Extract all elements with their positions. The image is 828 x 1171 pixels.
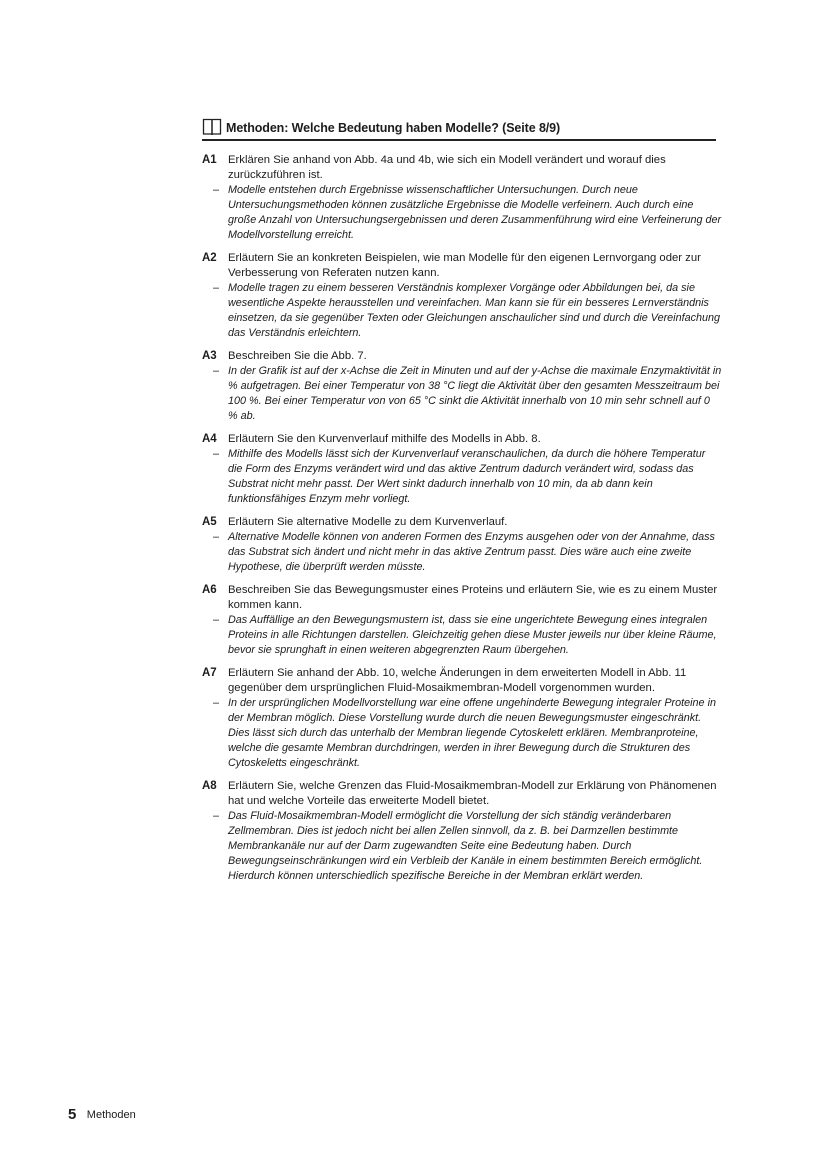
- page-number: 5: [68, 1106, 77, 1123]
- task-question: [202, 432, 722, 447]
- task-number: A7: [202, 667, 217, 680]
- task-item: [202, 779, 722, 884]
- task-item: [202, 515, 722, 575]
- answer-text: Das Fluid-Mosaikmembran-Modell ermöglicht die Vorstellung der sich ständig veränderbaren Zellmembran. Dies ist jedoch nicht bei allen Zellen sinnvoll, da z. B. bei Darmzellen bestimmte Membrankanäle nur auf der Darm zugewandten Seite eine Bedeutung haben. Durch Bewegungseinschränkungen wird ein Verbleib der Kanäle in einem bestimmten Bereich ermöglicht. Hierdurch können unterschiedlich spezifische Bereiche in der Membran erklärt werden.: [228, 809, 703, 883]
- section-label: Methoden: [86, 1109, 136, 1121]
- task-question: [202, 583, 722, 613]
- question-text: Erläutern Sie anhand der Abb. 10, welche Änderungen in dem erweiterten Modell in Abb. 11 gegenüber dem ursprünglichen Fluid-Mosaikmembran-Modell vorgenommen wurden.: [228, 667, 687, 695]
- task-answer: [202, 183, 722, 243]
- task-number: A1: [202, 154, 217, 166]
- task-question: [202, 666, 722, 696]
- task-number: A2: [202, 251, 217, 264]
- answer-text: In der Grafik ist auf der x-Achse die Zeit in Minuten und auf der y-Achse die maximale Enzymaktivität in % aufgetragen. Bei einer Temperatur von 38 °C liegt die Aktivität über den gesamten Messzeitraum bei 100 %. Bei einer Temperatur von von 65 °C sinkt die Aktivität innerhalb von 10 min sehr schnell auf 0 % ab.: [228, 364, 722, 423]
- task-item: [202, 432, 722, 507]
- answer-text: Modelle tragen zu einem besseren Verständnis komplexer Vorgänge oder Abbildungen bei, da sie wesentliche Aspekte herausstellen und vereinfachen. Man kann sie für ein besseres Lernverständnis einsetzen, da sie gegenüber Texten oder Gleichungen anschaulicher sind und durch die Vereinfachung das Verständnis erleichtern.: [228, 281, 721, 339]
- question-text: Erläutern Sie alternative Modelle zu dem Kurvenverlauf.: [228, 516, 508, 529]
- page-footer: [68, 1106, 136, 1124]
- task-item: [202, 666, 722, 771]
- page-title: Methoden: Welche Bedeutung haben Modelle? (Seite 8/9): [226, 121, 561, 135]
- question-text: Erläutern Sie an konkreten Beispielen, wie man Modelle für den eigenen Lernvorgang oder zur Verbesserung von Referaten nutzen kann.: [228, 251, 701, 279]
- question-text: Beschreiben Sie die Abb. 7.: [228, 349, 367, 362]
- answer-dash: –: [213, 183, 220, 196]
- answer-dash: –: [213, 613, 220, 626]
- answer-dash: –: [213, 447, 220, 460]
- task-question: [202, 153, 722, 183]
- task-answer: [202, 447, 722, 507]
- header-divider: [202, 139, 716, 141]
- task-number: A3: [202, 349, 217, 362]
- task-question: [202, 515, 722, 530]
- answer-dash: –: [213, 531, 220, 544]
- task-number: A6: [202, 584, 217, 597]
- task-question: [202, 349, 722, 364]
- question-text: Erläutern Sie den Kurvenverlauf mithilfe des Modells in Abb. 8.: [228, 433, 541, 446]
- answer-text: Alternative Modelle können von anderen Formen des Enzyms ausgehen oder von der Annahme, dass das Substrat sich ändert und nicht mehr in das aktive Zentrum passt. Dies wäre auch eine zweite Hypothese, die überprüft werden müsste.: [228, 531, 715, 574]
- book-icon: [202, 117, 222, 137]
- answer-text: Modelle entstehen durch Ergebnisse wissenschaftlicher Untersuchungen. Durch neue Untersuchungsmethoden können zusätzliche Ergebnisse die Modelle verfeinern. Auch durch eine große Anzahl von Untersuchungsergebnissen und deren Zusammenführung wird eine Verfeinerung der Modellvorstellung erreicht.: [228, 183, 722, 241]
- task-answer: [202, 281, 722, 341]
- question-text: Erklären Sie anhand von Abb. 4a und 4b, wie sich ein Modell verändert und worauf dies zurückzuführen ist.: [228, 154, 666, 181]
- question-text: Beschreiben Sie das Bewegungsmuster eines Proteins und erläutern Sie, wie es zu einem Muster kommen kann.: [228, 584, 718, 612]
- task-number: A4: [202, 433, 217, 446]
- answer-dash: –: [213, 281, 220, 294]
- task-question: [202, 251, 722, 281]
- task-question: [202, 779, 722, 809]
- task-number: A5: [202, 516, 217, 529]
- task-item: [202, 153, 722, 243]
- answer-text: Mithilfe des Modells lässt sich der Kurvenverlauf veranschaulichen, da durch die höhere Temperatur die Form des Enzyms verändert wird und das aktive Zentrum dadurch verändert wird, sodass das Substrat nicht mehr passt. Der Wert sinkt dadurch innerhalb von 10 min, da ab dann kein funktionsfähiges Enzym mehr vorliegt.: [228, 447, 706, 506]
- task-answer: [202, 809, 722, 884]
- task-answer: [202, 530, 722, 575]
- task-answer: [202, 364, 722, 424]
- task-list: [202, 153, 722, 892]
- task-item: [202, 349, 722, 424]
- task-answer: [202, 696, 722, 771]
- question-text: Erläutern Sie, welche Grenzen das Fluid-Mosaikmembran-Modell zur Erklärung von Phänomenen hat und welche Vorteile das erweiterte Modell bietet.: [228, 780, 717, 808]
- section-header: [202, 117, 716, 143]
- task-answer: [202, 613, 722, 658]
- task-item: [202, 583, 722, 658]
- answer-dash: –: [213, 364, 220, 377]
- task-item: [202, 251, 722, 341]
- task-number: A8: [202, 780, 217, 793]
- answer-dash: –: [213, 696, 220, 709]
- answer-text: Das Auffällige an den Bewegungsmustern ist, dass sie eine ungerichtete Bewegung eines integralen Proteins in alle Richtungen darstellen. Gleichzeitig gehen diese Muster jeweils nur über kleine Räume, bevor sie sprunghaft in einen weiteren abgegrenzten Raum übergehen.: [228, 613, 717, 657]
- answer-text: In der ursprünglichen Modellvorstellung war eine offene ungehinderte Bewegung integraler Proteine in der Membran möglich. Diese Vorstellung wurde durch die neuen Bewegungsmuster eingeschränkt. Dies lässt sich durch das unterhalb der Membran liegende Cytoskelett erklären. Membranproteine, welche die gesamte Membran durchdringen, werden in ihrer Bewegung durch die Strukturen des Cytoskeletts eingeschränkt.: [228, 696, 716, 770]
- answer-dash: –: [213, 809, 220, 822]
